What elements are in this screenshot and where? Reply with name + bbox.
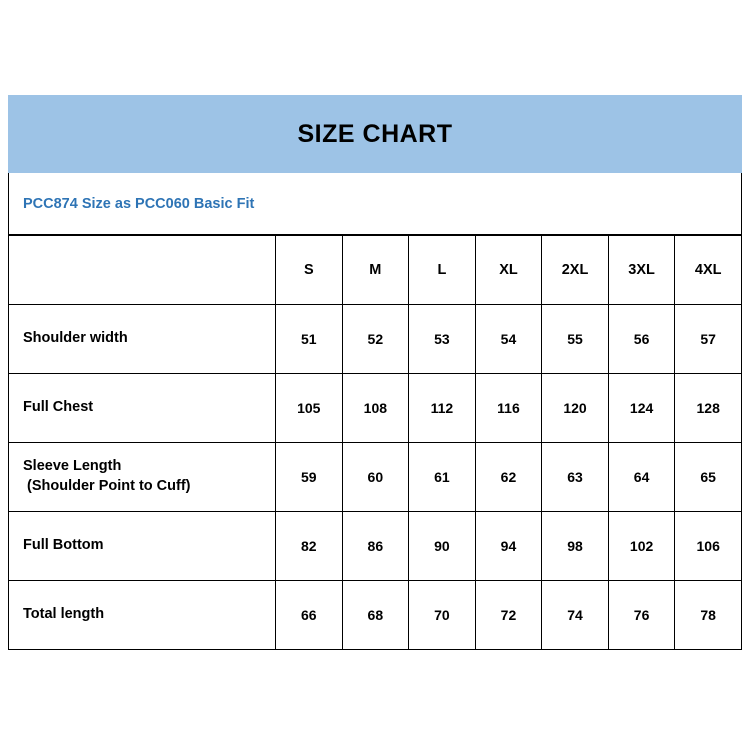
row-label-text: Full Chest	[23, 399, 94, 416]
cell-sleeve-length-2xl: 63	[542, 443, 609, 512]
cell-sleeve-length-s: 59	[276, 443, 343, 512]
row-label-text: Sleeve Length	[23, 458, 122, 475]
row-label-full-bottom	[9, 512, 276, 581]
size-header-3xl: 3XL	[608, 236, 675, 305]
measurement-header-cell	[9, 236, 276, 305]
row-label-text: Full Bottom	[23, 537, 104, 554]
cell-full-chest-3xl: 124	[608, 374, 675, 443]
size-table-header	[9, 236, 742, 305]
cell-sleeve-length-3xl: 64	[608, 443, 675, 512]
size-table	[8, 235, 742, 650]
cell-full-chest-xl: 116	[475, 374, 542, 443]
cell-full-bottom-xl: 94	[475, 512, 542, 581]
table-row	[9, 305, 742, 374]
cell-total-length-m: 68	[342, 581, 409, 650]
table-row	[9, 581, 742, 650]
cell-shoulder-width-l: 53	[409, 305, 476, 374]
size-header-2xl: 2XL	[542, 236, 609, 305]
cell-shoulder-width-xl: 54	[475, 305, 542, 374]
table-row	[9, 443, 742, 512]
cell-shoulder-width-4xl: 57	[675, 305, 742, 374]
cell-full-chest-4xl: 128	[675, 374, 742, 443]
table-row	[9, 512, 742, 581]
cell-total-length-3xl: 76	[608, 581, 675, 650]
size-header-s: S	[276, 236, 343, 305]
cell-total-length-2xl: 74	[542, 581, 609, 650]
table-header-row	[9, 236, 742, 305]
cell-shoulder-width-3xl: 56	[608, 305, 675, 374]
cell-sleeve-length-m: 60	[342, 443, 409, 512]
chart-title-bar	[8, 95, 742, 173]
row-label-text: Total length	[23, 606, 105, 623]
size-header-4xl: 4XL	[675, 236, 742, 305]
cell-shoulder-width-m: 52	[342, 305, 409, 374]
cell-shoulder-width-2xl: 55	[542, 305, 609, 374]
page-title: SIZE CHART	[297, 119, 453, 148]
size-header-l: L	[409, 236, 476, 305]
cell-full-bottom-m: 86	[342, 512, 409, 581]
row-label-sleeve-length	[9, 443, 276, 512]
size-chart-container	[8, 95, 742, 650]
cell-full-chest-s: 105	[276, 374, 343, 443]
cell-total-length-xl: 72	[475, 581, 542, 650]
cell-sleeve-length-l: 61	[409, 443, 476, 512]
size-header-m: M	[342, 236, 409, 305]
cell-full-bottom-4xl: 106	[675, 512, 742, 581]
row-label-full-chest	[9, 374, 276, 443]
row-label-text: Shoulder width	[23, 330, 128, 347]
table-row	[9, 374, 742, 443]
cell-full-chest-l: 112	[409, 374, 476, 443]
cell-full-chest-2xl: 120	[542, 374, 609, 443]
cell-sleeve-length-4xl: 65	[675, 443, 742, 512]
row-label-total-length	[9, 581, 276, 650]
cell-total-length-s: 66	[276, 581, 343, 650]
cell-full-bottom-s: 82	[276, 512, 343, 581]
size-table-body	[9, 305, 742, 650]
cell-total-length-l: 70	[409, 581, 476, 650]
chart-subtitle-row	[8, 173, 742, 235]
cell-full-bottom-2xl: 98	[542, 512, 609, 581]
row-label-subtext: (Shoulder Point to Cuff)	[27, 478, 191, 494]
chart-subtitle: PCC874 Size as PCC060 Basic Fit	[23, 195, 255, 212]
cell-sleeve-length-xl: 62	[475, 443, 542, 512]
cell-full-bottom-3xl: 102	[608, 512, 675, 581]
cell-shoulder-width-s: 51	[276, 305, 343, 374]
cell-full-chest-m: 108	[342, 374, 409, 443]
cell-total-length-4xl: 78	[675, 581, 742, 650]
size-header-xl: XL	[475, 236, 542, 305]
cell-full-bottom-l: 90	[409, 512, 476, 581]
row-label-shoulder-width	[9, 305, 276, 374]
